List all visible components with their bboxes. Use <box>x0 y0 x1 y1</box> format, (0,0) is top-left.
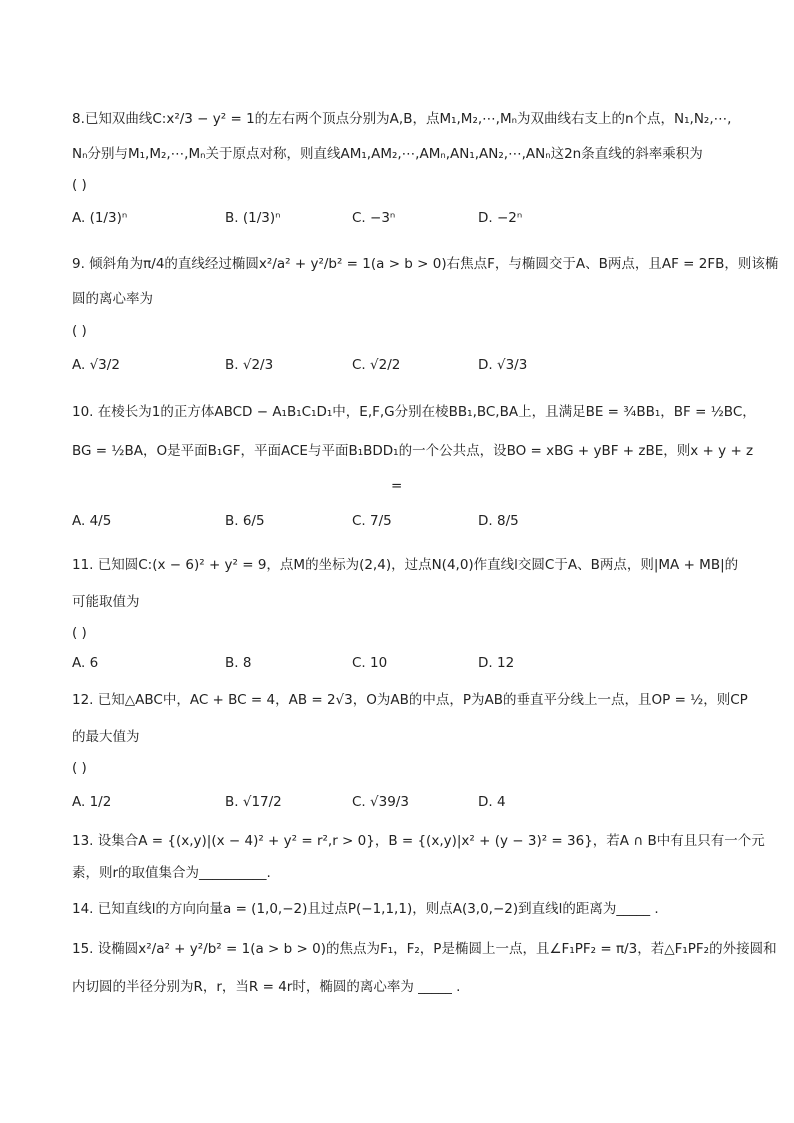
q14-line1: 14. 已知直线l的方向向量a = (1,0,−2)且过点P(−1,1,1)，则点A(3,0,−2)到直线l的距离为_____ . <box>72 901 659 917</box>
q15-line2: 内切圆的半径分别为R，r，当R = 4r时，椭圆的离心率为 _____ . <box>72 979 461 995</box>
q11-answer-paren: ( ) <box>72 625 87 641</box>
q9-option-b: B. √2/3 <box>225 357 274 373</box>
q8-option-c: C. −3ⁿ <box>352 210 396 226</box>
q12-option-d: D. 4 <box>478 794 506 810</box>
q12-answer-paren: ( ) <box>72 760 87 776</box>
q8-line1: 8.已知双曲线C:x²/3 − y² = 1的左右两个顶点分别为A,B，点M₁,M₂,⋯,Mₙ为双曲线右支上的n个点，N₁,N₂,⋯, <box>72 111 732 127</box>
q8-options <box>72 210 732 232</box>
q15-line1: 15. 设椭圆x²/a² + y²/b² = 1(a > b > 0)的焦点为F₁，F₂，P是椭圆上一点，且∠F₁PF₂ = π/3，若△F₁PF₂的外接圆和 <box>72 941 777 957</box>
q10-option-b: B. 6/5 <box>225 513 265 529</box>
q13-line1: 13. 设集合A = {(x,y)|(x − 4)² + y² = r²,r > 0}，B = {(x,y)|x² + (y − 3)² = 36}，若A ∩ B中有且只有一个元 <box>72 833 765 849</box>
q8-option-a: A. (1/3)ⁿ <box>72 210 128 226</box>
q9-option-a: A. √3/2 <box>72 357 120 373</box>
q13-line2: 素，则r的取值集合为__________. <box>72 865 271 881</box>
q8-option-b: B. (1/3)ⁿ <box>225 210 281 226</box>
q11-option-d: D. 12 <box>478 655 515 671</box>
q10-options <box>72 513 732 535</box>
q9-answer-paren: ( ) <box>72 323 87 339</box>
q10-line2: BG = ½BA，O是平面B₁GF，平面ACE与平面B₁BDD₁的一个公共点，设BO = xBG + yBF + zBE，则x + y + z <box>72 443 754 459</box>
q9-line1: 9. 倾斜角为π/4的直线经过椭圆x²/a² + y²/b² = 1(a > b > 0)右焦点F，与椭圆交于A、B两点，且AF = 2FB，则该椭 <box>72 256 779 272</box>
q9-option-c: C. √2/2 <box>352 357 401 373</box>
q10-equals: = <box>391 478 403 494</box>
q10-line1: 10. 在棱长为1的正方体ABCD − A₁B₁C₁D₁中，E,F,G分别在棱BB₁,BC,BA上，且满足BE = ¾BB₁，BF = ½BC， <box>72 404 756 420</box>
q10-option-d: D. 8/5 <box>478 513 519 529</box>
q11-options <box>72 655 732 677</box>
q9-options <box>72 357 732 379</box>
q8-line2: Nₙ分别与M₁,M₂,⋯,Mₙ关于原点对称，则直线AM₁,AM₂,⋯,AMₙ,AN₁,AN₂,⋯,ANₙ这2n条直线的斜率乘积为 <box>72 146 703 162</box>
q11-line1: 11. 已知圆C:(x − 6)² + y² = 9，点M的坐标为(2,4)，过点N(4,0)作直线l交圆C于A、B两点，则|MA + MB|的 <box>72 557 739 573</box>
q11-option-c: C. 10 <box>352 655 388 671</box>
q9-line2: 圆的离心率为 <box>72 291 153 307</box>
q8-option-d: D. −2ⁿ <box>478 210 523 226</box>
q11-option-a: A. 6 <box>72 655 99 671</box>
q11-option-b: B. 8 <box>225 655 252 671</box>
q10-option-a: A. 4/5 <box>72 513 112 529</box>
q9-option-d: D. √3/3 <box>478 357 528 373</box>
q12-option-c: C. √39/3 <box>352 794 409 810</box>
q12-option-b: B. √17/2 <box>225 794 282 810</box>
q11-line2: 可能取值为 <box>72 594 140 610</box>
q8-answer-paren: ( ) <box>72 177 87 193</box>
q12-line1: 12. 已知△ABC中，AC + BC = 4，AB = 2√3，O为AB的中点，P为AB的垂直平分线上一点，且OP = ½，则CP <box>72 692 748 708</box>
q12-line2: 的最大值为 <box>72 729 140 745</box>
q10-option-c: C. 7/5 <box>352 513 392 529</box>
q12-option-a: A. 1/2 <box>72 794 112 810</box>
q12-options <box>72 794 732 816</box>
